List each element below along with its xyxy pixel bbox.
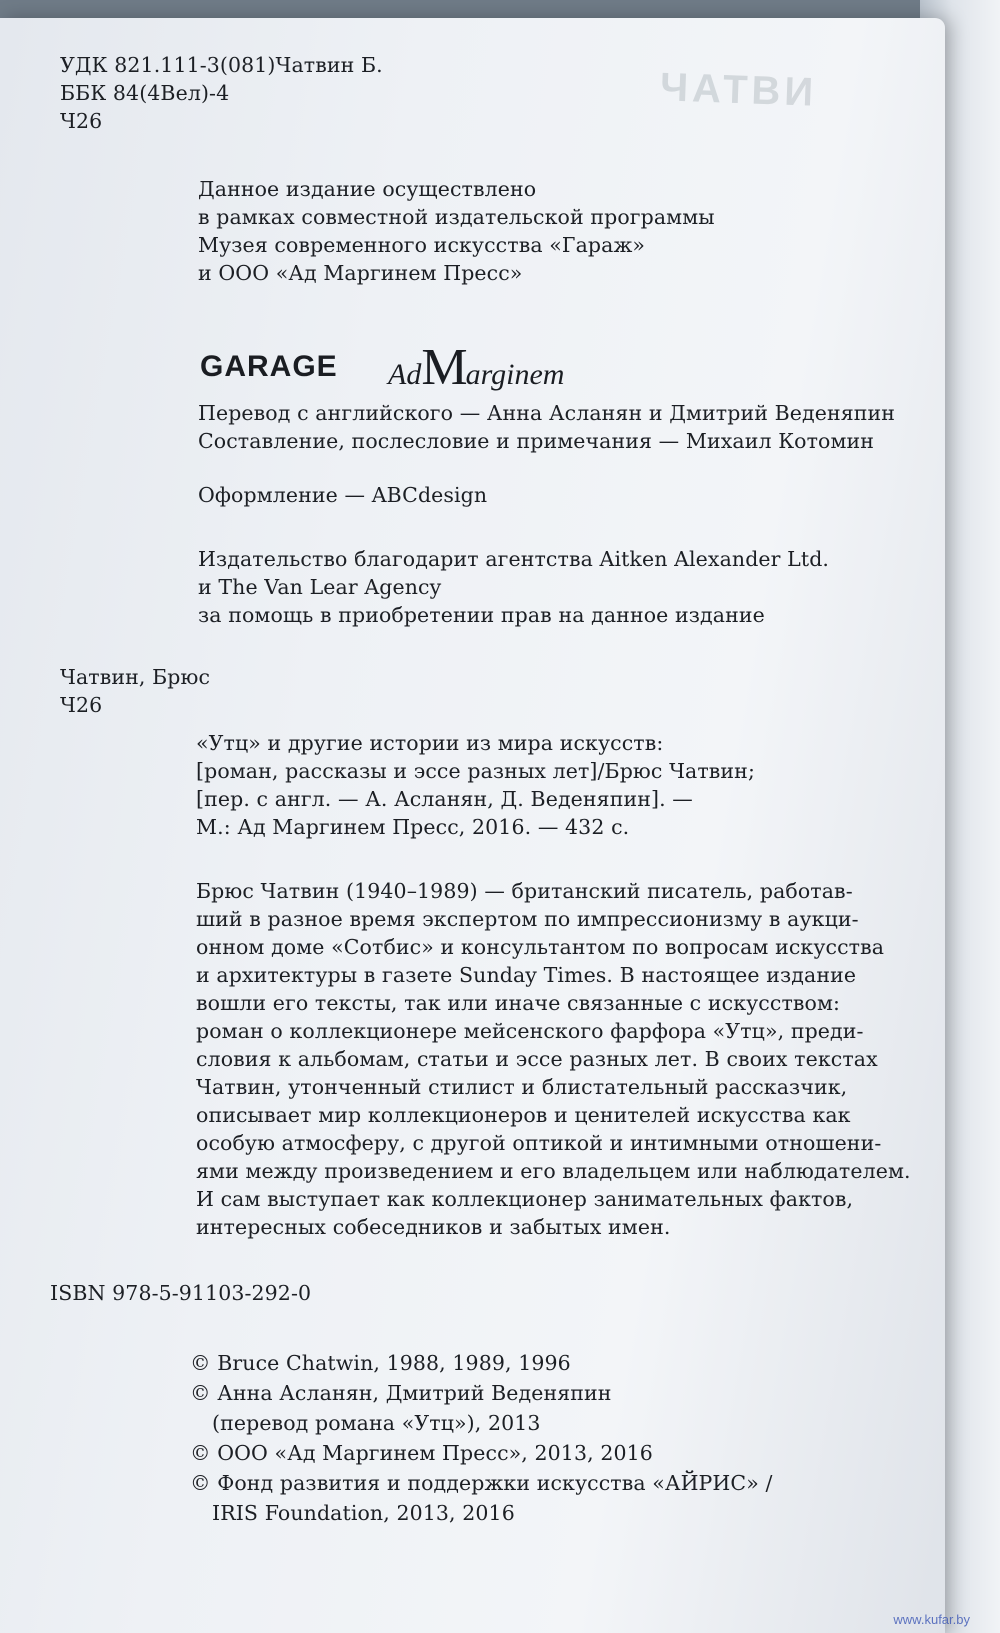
ad-marginem-logo-m: M xyxy=(421,339,466,396)
copyright-line: © Фонд развития и поддержки искусства «АЙРИС» / xyxy=(190,1471,773,1495)
program-line: Музея современного искусства «Гараж» xyxy=(198,233,646,257)
site-watermark: www.kufar.by xyxy=(893,1612,970,1627)
annotation-line: онном доме «Сотбис» и консультантом по вопросам искусства xyxy=(196,935,885,959)
author-mark: Ч26 xyxy=(60,109,103,133)
annotation-line: роман о коллекционере мейсенского фарфора «Утц», преди- xyxy=(196,1019,864,1043)
copyright-line: © Bruce Chatwin, 1988, 1989, 1996 xyxy=(190,1351,571,1375)
annotation-line: Чатвин, утонченный стилист и блистательный рассказчик, xyxy=(196,1075,848,1099)
copyright-line: © ООО «Ад Маргинем Пресс», 2013, 2016 xyxy=(190,1441,653,1465)
annotation-line: описывает мир коллекционеров и ценителей искусства как xyxy=(196,1103,851,1127)
bibliography-line: «Утц» и другие истории из мира искусств: xyxy=(196,731,664,755)
copyright-line: (перевод романа «Утц»), 2013 xyxy=(212,1411,541,1435)
bbk-code: ББК 84(4Вел)-4 xyxy=(60,81,230,105)
author-name: Чатвин, Брюс xyxy=(60,665,211,689)
program-line: Данное издание осуществлено xyxy=(198,177,537,201)
copyright-line: © Анна Асланян, Дмитрий Веденяпин xyxy=(190,1381,612,1405)
program-line: в рамках совместной издательской программы xyxy=(198,205,715,229)
thanks-line: за помощь в приобретении прав на данное издание xyxy=(198,603,765,627)
annotation-line: вошли его тексты, так или иначе связанные с искусством: xyxy=(196,991,841,1015)
show-through-text: ЧАТВИ xyxy=(659,65,818,115)
isbn: ISBN 978-5-91103-292-0 xyxy=(50,1281,312,1305)
ad-marginem-logo xyxy=(388,338,564,397)
annotation-line: Брюс Чатвин (1940–1989) — британский писатель, работав- xyxy=(196,879,853,903)
program-line: и ООО «Ад Маргинем Пресс» xyxy=(198,261,523,285)
annotation-line: ший в разное время экспертом по импрессионизму в аукци- xyxy=(196,907,859,931)
bibliography-line: М.: Ад Маргинем Пресс, 2016. — 432 с. xyxy=(196,815,630,839)
design-credit: Оформление — ABCdesign xyxy=(198,483,488,507)
credit-line: Составление, послесловие и примечания — Михаил Котомин xyxy=(198,429,875,453)
annotation-line: ями между произведением и его владельцем или наблюдателем. xyxy=(196,1159,911,1183)
bibliography-line: [роман, рассказы и эссе разных лет]/Брюс Чатвин; xyxy=(196,759,755,783)
book-page xyxy=(0,18,945,1633)
author-code: Ч26 xyxy=(60,693,103,717)
thanks-line: и The Van Lear Agency xyxy=(198,575,442,599)
annotation-line: и архитектуры в газете Sunday Times. В настоящее издание xyxy=(196,963,857,987)
thanks-line: Издательство благодарит агентства Aitken Alexander Ltd. xyxy=(198,547,830,571)
bibliography-line: [пер. с англ. — А. Асланян, Д. Веденяпин]. — xyxy=(196,787,693,811)
ad-marginem-logo-rest: arginem xyxy=(465,358,565,391)
copyright-line: IRIS Foundation, 2013, 2016 xyxy=(212,1501,515,1525)
annotation-line: интересных собеседников и забытых имен. xyxy=(196,1215,671,1239)
garage-logo: GARAGE xyxy=(200,350,338,383)
annotation-line: особую атмосферу, с другой оптикой и интимными отношени- xyxy=(196,1131,882,1155)
credit-line: Перевод с английского — Анна Асланян и Дмитрий Веденяпин xyxy=(198,401,896,425)
annotation-line: словия к альбомам, статьи и эссе разных лет. В своих текстах xyxy=(196,1047,878,1071)
ad-marginem-logo-ad: Ad xyxy=(388,358,422,391)
annotation-line: И сам выступает как коллекционер занимательных фактов, xyxy=(196,1187,854,1211)
udk-code: УДК 821.111-3(081)Чатвин Б. xyxy=(60,53,383,77)
